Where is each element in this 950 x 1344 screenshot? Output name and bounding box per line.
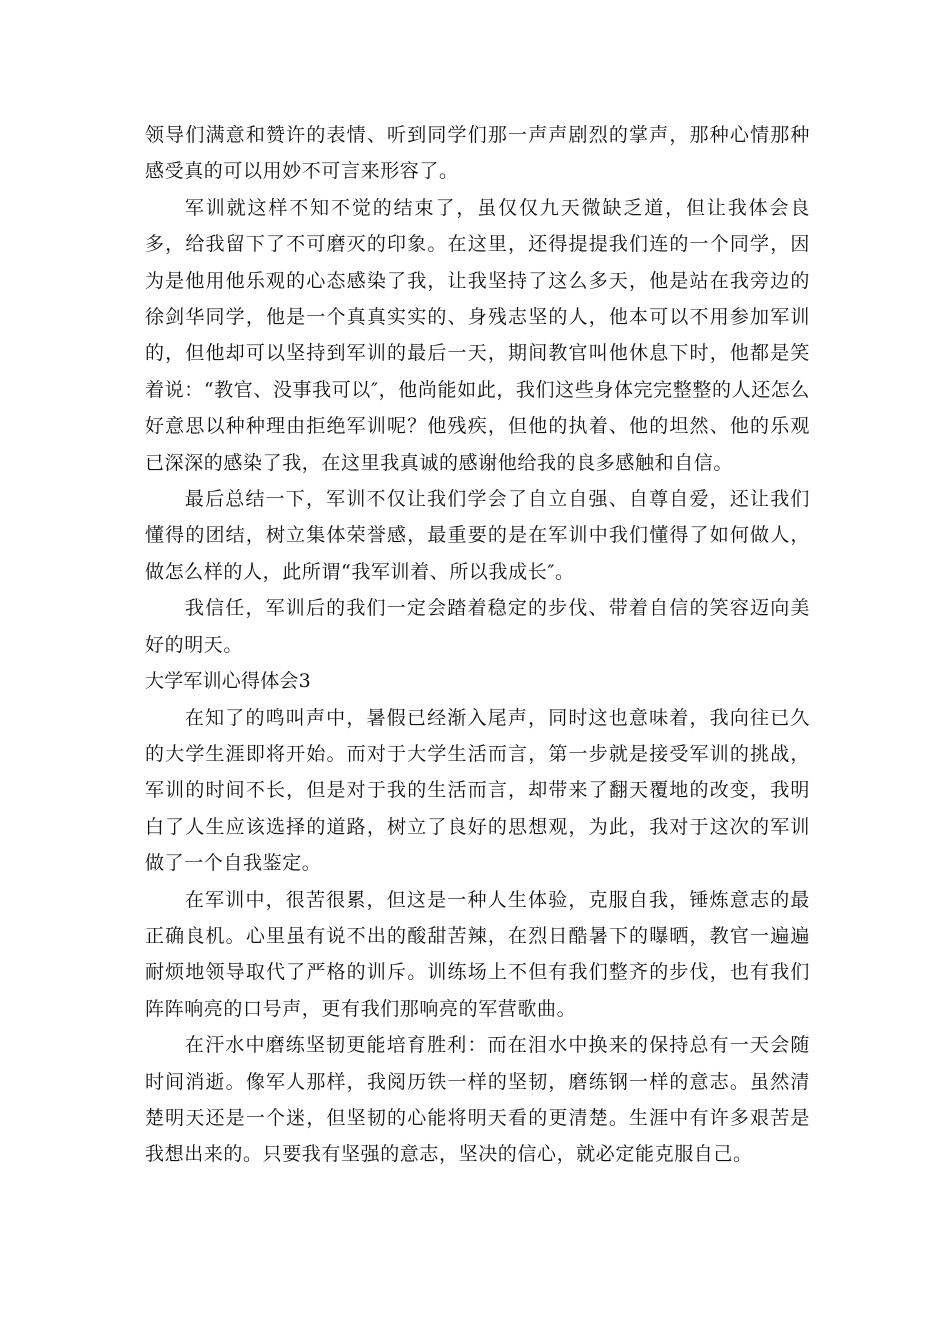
paragraph-continued: 领导们满意和赞许的表情、听到同学们那一声声剧烈的掌声，那种心情那种感受真的可以用妙不可言来形容了。 xyxy=(145,124,810,183)
paragraph: 最后总结一下，军训不仅让我们学会了自立自强、自尊自爱，还让我们懂得的团结，树立集体荣誉感，最重要的是在军训中我们懂得了如何做人，做怎么样的人，此所谓“我军训着、所以我成长″。 xyxy=(145,488,810,583)
paragraph: 在知了的鸣叫声中，暑假已经渐入尾声，同时这也意味着，我向往已久的大学生涯即将开始。而对于大学生活而言，第一步就是接受军训的挑战，军训的时间不长，但是对于我的生活而言，却带来了翻天覆地的改变，我明白了人生应该选择的道路，树立了良好的思想观，为此，我对于这次的军训做了一个自我鉴定。 xyxy=(145,706,810,875)
section-title: 大学军训心得体会3 xyxy=(145,670,311,693)
paragraph: 在军训中，很苦很累，但这是一种人生体验，克服自我，锤炼意志的最正确良机。心里虽有说不出的酸甜苦辣，在烈日酷暑下的曝晒，教官一遍遍耐烦地领导取代了严格的训斥。训练场上不但有我们整齐的步伐，也有我们阵阵响亮的口号声，更有我们那响亮的军营歌曲。 xyxy=(145,888,810,1020)
paragraph: 我信任，军训后的我们一定会踏着稳定的步伐、带着自信的笑容迈向美好的明天。 xyxy=(145,597,810,656)
paragraph: 军训就这样不知不觉的结束了，虽仅仅九天微缺乏道，但让我体会良多，给我留下了不可磨灭的印象。在这里，还得提提我们连的一个同学，因为是他用他乐观的心态感染了我，让我坚持了这么多天，他是站在我旁边的徐剑华同学，他是一个真真实实的、身残志坚的人，他本可以不用参加军训的，但他却可以坚持到军训的最后一天，期间教官叫他休息下时，他都是笑着说：“教官、没事我可以″，他尚能如此，我们这些身体完完整整的人还怎么好意思以种种理由拒绝军训呢？他残疾，但他的执着、他的坦然、他的乐观已深深的感染了我，在这里我真诚的感谢他给我的良多感触和自信。 xyxy=(145,196,810,474)
paragraph: 在汗水中磨练坚韧更能培育胜利：而在泪水中换来的保持总有一天会随时间消逝。像军人那样，我阅历铁一样的坚韧，磨练钢一样的意志。虽然清楚明天还是一个迷，但坚韧的心能将明天看的更清楚。生涯中有许多艰苦是我想出来的。只要我有坚强的意志，坚决的信心，就必定能克服自己。 xyxy=(145,1034,810,1166)
document-body xyxy=(145,117,810,1173)
